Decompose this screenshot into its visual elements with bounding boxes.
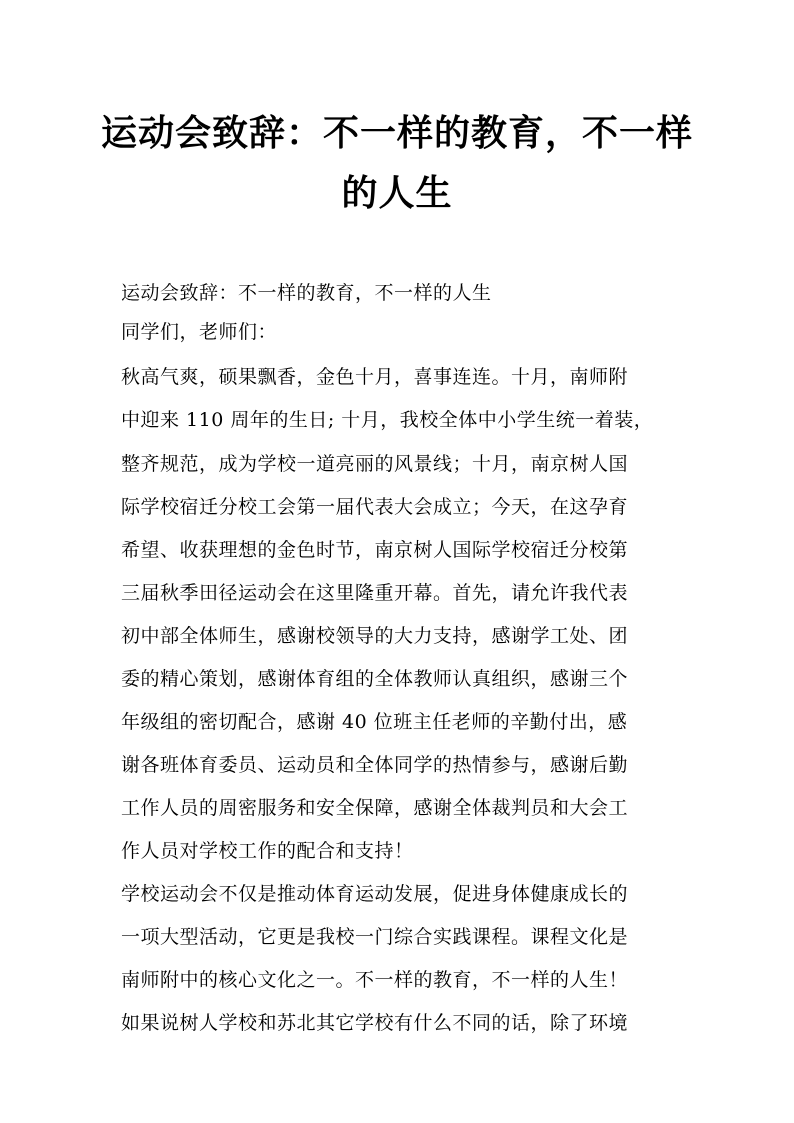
body-line: 工作人员的周密服务和安全保障，感谢全体裁判员和大会工 <box>121 797 629 819</box>
body-line: 学校运动会不仅是推动体育运动发展，促进身体健康成长的 <box>121 883 629 905</box>
body-line: 际学校宿迁分校工会第一届代表大会成立；今天，在这孕育 <box>121 496 629 518</box>
body-line: 年级组的密切配合，感谢 40 位班主任老师的辛勤付出，感 <box>121 711 628 733</box>
body-line: 南师附中的核心文化之一。不一样的教育，不一样的人生！ <box>121 969 629 991</box>
body-line: 运动会致辞：不一样的教育，不一样的人生 <box>121 282 492 304</box>
body-line: 整齐规范，成为学校一道亮丽的风景线；十月，南京树人国 <box>121 453 629 475</box>
body-line: 希望、收获理想的金色时节，南京树人国际学校宿迁分校第 <box>121 539 629 561</box>
body-line: 中迎来 110 周年的生日; 十月，我校全体中小学生统一着装， <box>121 409 654 431</box>
body-line: 作人员对学校工作的配合和支持！ <box>121 840 414 862</box>
body-line: 委的精心策划，感谢体育组的全体教师认真组织，感谢三个 <box>121 668 629 690</box>
body-line: 谢各班体育委员、运动员和全体同学的热情参与，感谢后勤 <box>121 754 629 776</box>
body-line: 如果说树人学校和苏北其它学校有什么不同的话，除了环境 <box>121 1012 629 1034</box>
document-title-line-2: 的人生 <box>341 172 453 214</box>
body-line: 一项大型活动，它更是我校一门综合实践课程。课程文化是 <box>121 926 629 948</box>
document-title-line-1: 运动会致辞：不一样的教育，不一样 <box>100 112 693 154</box>
body-line: 初中部全体师生，感谢校领导的大力支持，感谢学工处、团 <box>121 625 629 647</box>
body-line: 同学们，老师们： <box>121 321 278 343</box>
body-line: 三届秋季田径运动会在这里隆重开幕。首先，请允许我代表 <box>121 582 629 604</box>
body-line: 秋高气爽，硕果飘香，金色十月，喜事连连。十月，南师附 <box>121 366 629 388</box>
